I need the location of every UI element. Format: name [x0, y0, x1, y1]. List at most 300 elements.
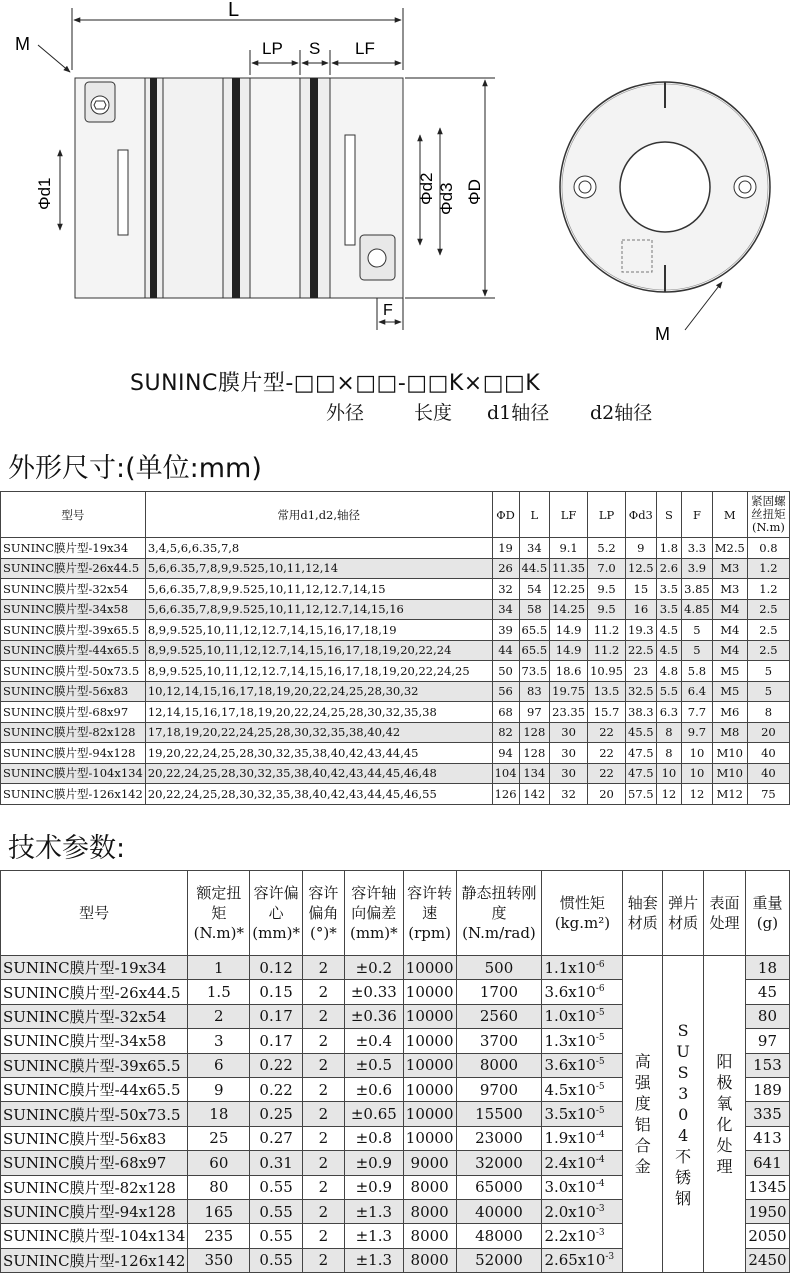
- cell-screw-torque: 5: [747, 681, 789, 702]
- tech-cell-model: SUNINC膜片型-126x142: [1, 1248, 188, 1272]
- tech-cell-axial: ±0.36: [344, 1004, 403, 1028]
- tech-cell-ang: 2: [302, 1126, 344, 1150]
- cell-S: 10: [656, 763, 682, 784]
- model-code: SUNINC膜片型-□□×□□-□□K×□□K: [130, 371, 541, 396]
- cell-F: 3.9: [682, 558, 713, 579]
- label-d2: Φd2: [417, 172, 436, 205]
- tech-cell-torque: 1.5: [188, 980, 250, 1004]
- tech-cell-axial: ±0.9: [344, 1151, 403, 1175]
- tech-cell-stiff: 40000: [456, 1199, 542, 1223]
- cell-LF: 32: [550, 784, 588, 805]
- cell-screw-torque: 40: [747, 763, 789, 784]
- tech-cell-model: SUNINC膜片型-32x54: [1, 1004, 188, 1028]
- header-model: 型号: [1, 492, 146, 538]
- tech-cell-weight: 1345: [745, 1175, 789, 1199]
- inertia-exponent: -6: [595, 984, 605, 995]
- inertia-mantissa: 2.65x10: [544, 1251, 606, 1270]
- header-D: ΦD: [492, 492, 519, 538]
- cell-L: 34: [519, 538, 550, 559]
- inertia-mantissa: 1.1x10: [544, 958, 596, 977]
- tech-cell-torque: 235: [188, 1224, 250, 1248]
- tech-cell-weight: 1950: [745, 1199, 789, 1223]
- dimensions-row: [1, 599, 790, 620]
- tech-cell-ang: 2: [302, 1248, 344, 1272]
- label-S: S: [309, 39, 321, 58]
- cell-LP: 11.2: [588, 640, 626, 661]
- coupling-drawing: [0, 0, 790, 360]
- header-LP: LP: [588, 492, 626, 538]
- tech-cell-torque: 350: [188, 1248, 250, 1272]
- tech-cell-model: SUNINC膜片型-56x83: [1, 1126, 188, 1150]
- dimensions-row: [1, 702, 790, 723]
- inertia-exponent: -5: [595, 1008, 605, 1019]
- cell-model: SUNINC膜片型-19x34: [1, 538, 146, 559]
- cell-F: 6.4: [682, 681, 713, 702]
- cell-S: 8: [656, 722, 682, 743]
- inertia-exponent: -3: [595, 1227, 605, 1238]
- inertia-mantissa: 3.6x10: [544, 1056, 596, 1075]
- tech-cell-model: SUNINC膜片型-94x128: [1, 1199, 188, 1223]
- cell-screw-torque: 1.2: [747, 579, 789, 600]
- cell-screw-torque: 20: [747, 722, 789, 743]
- cell-F: 7.7: [682, 702, 713, 723]
- cell-LP: 13.5: [588, 681, 626, 702]
- cell-screw-torque: 40: [747, 743, 789, 764]
- tech-cell-inertia: [542, 980, 623, 1004]
- cell-d3: 19.3: [626, 620, 657, 641]
- cell-F: 5: [682, 620, 713, 641]
- cell-screw-torque: 5: [747, 661, 789, 682]
- cell-LP: 15.7: [588, 702, 626, 723]
- dimensions-header-row: [1, 492, 790, 538]
- cell-S: 4.8: [656, 661, 682, 682]
- dimensions-row: [1, 661, 790, 682]
- cell-M: M5: [712, 661, 747, 682]
- tech-cell-weight: 153: [745, 1053, 789, 1077]
- tech-cell-model: SUNINC膜片型-39x65.5: [1, 1053, 188, 1077]
- cell-d3: 32.5: [626, 681, 657, 702]
- tech-cell-weight: 2050: [745, 1224, 789, 1248]
- cell-M: M2.5: [712, 538, 747, 559]
- tech-cell-stiff: 15500: [456, 1102, 542, 1126]
- cell-d3: 22.5: [626, 640, 657, 661]
- dimensions-table: [0, 491, 790, 805]
- cell-model: SUNINC膜片型-44x65.5: [1, 640, 146, 661]
- cell-bores: 8,9,9.525,10,11,12,12.7,14,15,16,17,18,19,20,22,24,25: [145, 661, 492, 682]
- tech-cell-axial: ±1.3: [344, 1199, 403, 1223]
- tech-cell-ang: 2: [302, 1151, 344, 1175]
- tech-header-torque: 额定扭矩(N.m)*: [188, 871, 250, 956]
- cell-d3: 47.5: [626, 743, 657, 764]
- cell-LF: 30: [550, 743, 588, 764]
- tech-cell-weight: 189: [745, 1077, 789, 1101]
- cell-bores: 19,20,22,24,25,28,30,32,35,38,40,42,43,44,45: [145, 743, 492, 764]
- cell-L: 97: [519, 702, 550, 723]
- tech-cell-ang: 2: [302, 1053, 344, 1077]
- tech-header-angle: 容许偏角(°)*: [302, 871, 344, 956]
- tech-header-surface: 表面处理: [704, 871, 746, 956]
- tech-cell-inertia: [542, 1102, 623, 1126]
- cell-model: SUNINC膜片型-34x58: [1, 599, 146, 620]
- header-LF: LF: [550, 492, 588, 538]
- cell-model: SUNINC膜片型-26x44.5: [1, 558, 146, 579]
- tech-cell-axial: ±1.3: [344, 1248, 403, 1272]
- cell-bores: 8,9,9.525,10,11,12,12.7,14,15,16,17,18,19,20,22,24: [145, 640, 492, 661]
- dimensions-row: [1, 579, 790, 600]
- cell-screw-torque: 75: [747, 784, 789, 805]
- tech-cell-rpm: 8000: [403, 1224, 456, 1248]
- cell-F: 3.85: [682, 579, 713, 600]
- tech-cell-model: SUNINC膜片型-19x34: [1, 956, 188, 980]
- tech-cell-torque: 80: [188, 1175, 250, 1199]
- tech-cell-rpm: 9000: [403, 1151, 456, 1175]
- cell-LF: 30: [550, 722, 588, 743]
- cell-F: 3.3: [682, 538, 713, 559]
- inertia-exponent: -4: [595, 1179, 605, 1190]
- cell-bores: 10,12,14,15,16,17,18,19,20,22,24,25,28,30,32: [145, 681, 492, 702]
- tech-cell-axial: ±0.9: [344, 1175, 403, 1199]
- cell-bores: 3,4,5,6,6.35,7,8: [145, 538, 492, 559]
- cell-d3: 47.5: [626, 763, 657, 784]
- cell-D: 82: [492, 722, 519, 743]
- surface-treatment: [704, 956, 746, 1273]
- dimensions-row: [1, 538, 790, 559]
- tech-header-axial: 容许轴向偏差(mm)*: [344, 871, 403, 956]
- cell-L: 73.5: [519, 661, 550, 682]
- tech-cell-stiff: 8000: [456, 1053, 542, 1077]
- tech-cell-axial: ±0.65: [344, 1102, 403, 1126]
- cell-LP: 22: [588, 743, 626, 764]
- cell-LF: 14.9: [550, 640, 588, 661]
- dimensions-row: [1, 763, 790, 784]
- cell-M: M4: [712, 620, 747, 641]
- cell-screw-torque: 2.5: [747, 599, 789, 620]
- tech-cell-weight: 18: [745, 956, 789, 980]
- header-L: L: [519, 492, 550, 538]
- cell-L: 134: [519, 763, 550, 784]
- cell-d3: 9: [626, 538, 657, 559]
- cell-model: SUNINC膜片型-50x73.5: [1, 661, 146, 682]
- tech-cell-inertia: [542, 1151, 623, 1175]
- tech-header-weight: 重量(g): [745, 871, 789, 956]
- tech-cell-torque: 2: [188, 1004, 250, 1028]
- cell-M: M4: [712, 599, 747, 620]
- dimensions-row: [1, 640, 790, 661]
- inertia-mantissa: 1.9x10: [544, 1129, 596, 1148]
- dimensions-title: 外形尺寸:(单位:mm): [8, 453, 262, 484]
- tech-cell-ang: 2: [302, 1004, 344, 1028]
- tech-cell-model: SUNINC膜片型-82x128: [1, 1175, 188, 1199]
- cell-D: 50: [492, 661, 519, 682]
- tech-cell-weight: 335: [745, 1102, 789, 1126]
- cell-model: SUNINC膜片型-68x97: [1, 702, 146, 723]
- tech-cell-ecc: 0.22: [250, 1053, 303, 1077]
- tech-cell-rpm: 10000: [403, 1029, 456, 1053]
- tech-cell-axial: ±0.8: [344, 1126, 403, 1150]
- header-screw-torque: 紧固螺丝扭矩(N.m): [747, 492, 789, 538]
- tech-cell-weight: 80: [745, 1004, 789, 1028]
- cell-M: M3: [712, 558, 747, 579]
- cell-screw-torque: 2.5: [747, 640, 789, 661]
- label-M-left: M: [15, 34, 30, 54]
- label-F: F: [383, 302, 393, 319]
- header-F: F: [682, 492, 713, 538]
- tech-cell-inertia: [542, 1004, 623, 1028]
- cell-M: M4: [712, 640, 747, 661]
- cell-model: SUNINC膜片型-126x142: [1, 784, 146, 805]
- tech-cell-axial: ±0.2: [344, 956, 403, 980]
- label-L: L: [228, 0, 240, 21]
- tech-cell-weight: 2450: [745, 1248, 789, 1272]
- cell-D: 44: [492, 640, 519, 661]
- disc-material: [663, 956, 704, 1273]
- tech-cell-torque: 60: [188, 1151, 250, 1175]
- tech-cell-rpm: 8000: [403, 1199, 456, 1223]
- cell-model: SUNINC膜片型-82x128: [1, 722, 146, 743]
- cell-D: 26: [492, 558, 519, 579]
- tech-cell-stiff: 52000: [456, 1248, 542, 1272]
- dimensions-row: [1, 558, 790, 579]
- cell-F: 9.7: [682, 722, 713, 743]
- cell-bores: 20,22,24,25,28,30,32,35,38,40,42,43,44,45,46,48: [145, 763, 492, 784]
- header-bores: 常用d1,d2,轴径: [145, 492, 492, 538]
- tech-cell-rpm: 10000: [403, 1053, 456, 1077]
- tech-cell-torque: 25: [188, 1126, 250, 1150]
- tech-cell-rpm: 10000: [403, 980, 456, 1004]
- tech-cell-inertia: [542, 1053, 623, 1077]
- inertia-mantissa: 3.0x10: [544, 1178, 596, 1197]
- cell-d3: 38.3: [626, 702, 657, 723]
- cell-LF: 14.25: [550, 599, 588, 620]
- tech-title: 技术参数:: [8, 833, 126, 864]
- cell-F: 5.8: [682, 661, 713, 682]
- inertia-exponent: -5: [595, 1106, 605, 1117]
- cell-D: 126: [492, 784, 519, 805]
- tech-cell-torque: 18: [188, 1102, 250, 1126]
- tech-cell-ang: 2: [302, 1077, 344, 1101]
- cell-S: 3.5: [656, 599, 682, 620]
- cell-LF: 23.35: [550, 702, 588, 723]
- tech-cell-stiff: 48000: [456, 1224, 542, 1248]
- cell-model: SUNINC膜片型-104x134: [1, 763, 146, 784]
- cell-d3: 15: [626, 579, 657, 600]
- inertia-exponent: -4: [595, 1130, 605, 1141]
- cell-S: 1.8: [656, 538, 682, 559]
- cell-S: 5.5: [656, 681, 682, 702]
- cell-d3: 57.5: [626, 784, 657, 805]
- cell-bores: 17,18,19,20,22,24,25,28,30,32,35,38,40,42: [145, 722, 492, 743]
- tech-cell-ecc: 0.55: [250, 1175, 303, 1199]
- tech-header-inertia: 惯性矩(kg.m²): [542, 871, 623, 956]
- tech-cell-rpm: 10000: [403, 1126, 456, 1150]
- cell-LP: 10.95: [588, 661, 626, 682]
- tech-cell-torque: 9: [188, 1077, 250, 1101]
- cell-F: 12: [682, 784, 713, 805]
- inertia-mantissa: 2.4x10: [544, 1153, 596, 1172]
- cell-F: 5: [682, 640, 713, 661]
- inertia-mantissa: 2.0x10: [544, 1202, 596, 1221]
- cell-D: 104: [492, 763, 519, 784]
- tech-header-stiffness: 静态扭转刚度(N.m/rad): [456, 871, 542, 956]
- tech-cell-ecc: 0.55: [250, 1248, 303, 1272]
- tech-cell-model: SUNINC膜片型-26x44.5: [1, 980, 188, 1004]
- cell-LF: 19.75: [550, 681, 588, 702]
- inertia-mantissa: 1.0x10: [544, 1007, 596, 1026]
- cell-LF: 14.9: [550, 620, 588, 641]
- cell-screw-torque: 1.2: [747, 558, 789, 579]
- cell-LF: 12.25: [550, 579, 588, 600]
- dimensions-row: [1, 681, 790, 702]
- tech-cell-axial: ±0.5: [344, 1053, 403, 1077]
- cell-L: 44.5: [519, 558, 550, 579]
- inertia-exponent: -5: [595, 1057, 605, 1068]
- cell-S: 8: [656, 743, 682, 764]
- cell-LP: 22: [588, 722, 626, 743]
- tech-cell-inertia: [542, 1029, 623, 1053]
- cell-screw-torque: 8: [747, 702, 789, 723]
- dimensions-row: [1, 743, 790, 764]
- tech-cell-ang: 2: [302, 1102, 344, 1126]
- inertia-exponent: -3: [595, 1203, 605, 1214]
- cell-bores: 20,22,24,25,28,30,32,35,38,40,42,43,44,45,46,55: [145, 784, 492, 805]
- tech-cell-ang: 2: [302, 980, 344, 1004]
- cell-S: 3.5: [656, 579, 682, 600]
- tech-cell-inertia: [542, 1224, 623, 1248]
- tech-header-model: 型号: [1, 871, 188, 956]
- tech-cell-torque: 165: [188, 1199, 250, 1223]
- cell-LP: 5.2: [588, 538, 626, 559]
- dimensions-row: [1, 620, 790, 641]
- tech-cell-model: SUNINC膜片型-34x58: [1, 1029, 188, 1053]
- tech-cell-rpm: 10000: [403, 1004, 456, 1028]
- tech-cell-axial: ±0.6: [344, 1077, 403, 1101]
- cell-d3: 12.5: [626, 558, 657, 579]
- tech-cell-rpm: 8000: [403, 1175, 456, 1199]
- cell-model: SUNINC膜片型-32x54: [1, 579, 146, 600]
- cell-M: M5: [712, 681, 747, 702]
- tech-cell-rpm: 10000: [403, 956, 456, 980]
- caption-d2: d2轴径: [590, 402, 653, 424]
- tech-cell-weight: 45: [745, 980, 789, 1004]
- tech-cell-ecc: 0.31: [250, 1151, 303, 1175]
- tech-cell-ecc: 0.55: [250, 1224, 303, 1248]
- tech-cell-stiff: 3700: [456, 1029, 542, 1053]
- cell-D: 19: [492, 538, 519, 559]
- tech-cell-ang: 2: [302, 956, 344, 980]
- tech-cell-inertia: [542, 1077, 623, 1101]
- dimensions-row: [1, 784, 790, 805]
- cell-bores: 5,6,6.35,7,8,9,9.525,10,11,12,14: [145, 558, 492, 579]
- header-d3: Φd3: [626, 492, 657, 538]
- tech-cell-ecc: 0.22: [250, 1077, 303, 1101]
- tech-cell-torque: 3: [188, 1029, 250, 1053]
- label-LF: LF: [355, 39, 375, 58]
- label-d3: Φd3: [437, 182, 456, 215]
- caption-length: 长度: [414, 402, 453, 424]
- tech-cell-torque: 6: [188, 1053, 250, 1077]
- cell-D: 56: [492, 681, 519, 702]
- cell-D: 34: [492, 599, 519, 620]
- cell-D: 32: [492, 579, 519, 600]
- cell-M: M6: [712, 702, 747, 723]
- tech-cell-model: SUNINC膜片型-104x134: [1, 1224, 188, 1248]
- tech-cell-ecc: 0.17: [250, 1004, 303, 1028]
- cell-screw-torque: 0.8: [747, 538, 789, 559]
- tech-cell-model: SUNINC膜片型-50x73.5: [1, 1102, 188, 1126]
- tech-cell-axial: ±0.33: [344, 980, 403, 1004]
- tech-cell-ecc: 0.17: [250, 1029, 303, 1053]
- cell-F: 10: [682, 743, 713, 764]
- tech-cell-ecc: 0.55: [250, 1199, 303, 1223]
- dimensions-row: [1, 722, 790, 743]
- inertia-exponent: -5: [595, 1081, 605, 1092]
- caption-outer-diameter: 外径: [326, 402, 365, 424]
- cell-bores: 12,14,15,16,17,18,19,20,22,24,25,28,30,32,35,38: [145, 702, 492, 723]
- tech-cell-stiff: 32000: [456, 1151, 542, 1175]
- tech-cell-torque: 1: [188, 956, 250, 980]
- cell-D: 94: [492, 743, 519, 764]
- tech-cell-model: SUNINC膜片型-68x97: [1, 1151, 188, 1175]
- tech-cell-inertia: [542, 1248, 623, 1272]
- tech-header-rpm: 容许转速(rpm): [403, 871, 456, 956]
- caption-d1: d1轴径: [487, 402, 550, 424]
- tech-cell-stiff: 23000: [456, 1126, 542, 1150]
- tech-cell-weight: 641: [745, 1151, 789, 1175]
- tech-cell-ecc: 0.12: [250, 956, 303, 980]
- cell-L: 128: [519, 722, 550, 743]
- tech-cell-stiff: 500: [456, 956, 542, 980]
- cell-LP: 20: [588, 784, 626, 805]
- cell-D: 39: [492, 620, 519, 641]
- cell-model: SUNINC膜片型-56x83: [1, 681, 146, 702]
- inertia-exponent: -3: [605, 1252, 615, 1263]
- inertia-mantissa: 1.3x10: [544, 1031, 596, 1050]
- tech-header-disc-material: 弹片材质: [663, 871, 704, 956]
- tech-header-hub-material: 轴套材质: [623, 871, 663, 956]
- cell-F: 10: [682, 763, 713, 784]
- tech-cell-stiff: 65000: [456, 1175, 542, 1199]
- cell-L: 58: [519, 599, 550, 620]
- cell-S: 6.3: [656, 702, 682, 723]
- tech-cell-inertia: [542, 1175, 623, 1199]
- tech-cell-inertia: [542, 1199, 623, 1223]
- cell-d3: 16: [626, 599, 657, 620]
- inertia-exponent: -5: [595, 1032, 605, 1043]
- cell-M: M10: [712, 743, 747, 764]
- tech-cell-inertia: [542, 1126, 623, 1150]
- cell-M: M8: [712, 722, 747, 743]
- cell-S: 2.6: [656, 558, 682, 579]
- cell-D: 68: [492, 702, 519, 723]
- cell-M: M10: [712, 763, 747, 784]
- cell-L: 128: [519, 743, 550, 764]
- tech-cell-rpm: 10000: [403, 1077, 456, 1101]
- tech-cell-axial: ±0.4: [344, 1029, 403, 1053]
- label-LP: LP: [262, 39, 283, 58]
- cell-LP: 9.5: [588, 599, 626, 620]
- cell-LF: 9.1: [550, 538, 588, 559]
- header-S: S: [656, 492, 682, 538]
- cell-LP: 11.2: [588, 620, 626, 641]
- cell-L: 142: [519, 784, 550, 805]
- tech-cell-ang: 2: [302, 1224, 344, 1248]
- disc-material-text: SUS304不锈钢: [675, 1020, 692, 1208]
- cell-d3: 45.5: [626, 722, 657, 743]
- cell-L: 65.5: [519, 640, 550, 661]
- hub-material: [623, 956, 663, 1273]
- tech-cell-rpm: 10000: [403, 1102, 456, 1126]
- tech-header-row: [1, 871, 790, 956]
